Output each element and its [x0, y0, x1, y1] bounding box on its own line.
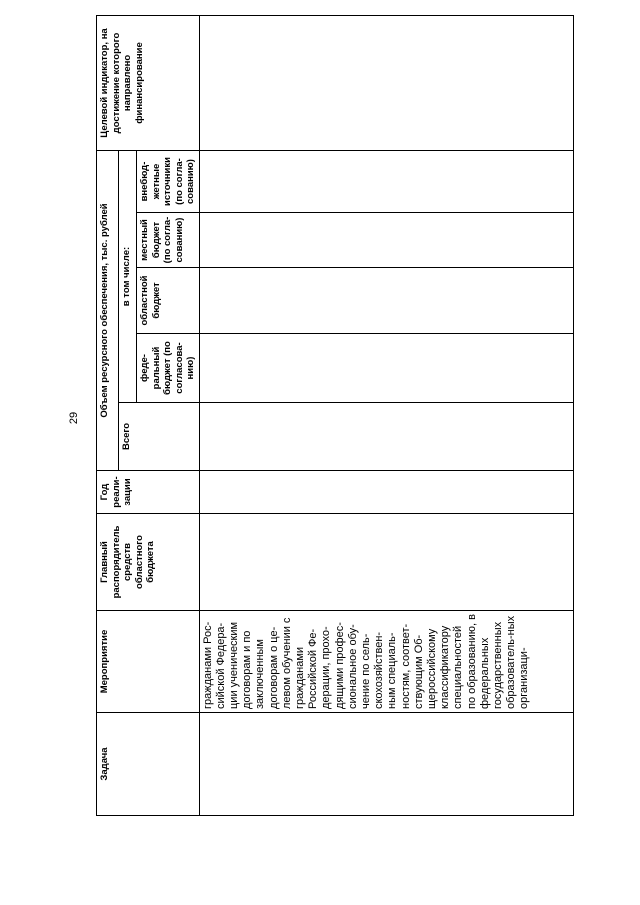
- header-extrabudget: внебюд-жетные источники (по согла-сованию): [137, 151, 200, 213]
- header-regional: областной бюджет: [137, 268, 200, 334]
- header-manager: Главный распорядитель средств областного бюджета: [97, 514, 200, 611]
- header-local: местный бюджет (по согла-сованию): [137, 213, 200, 268]
- cell-indicator: [199, 16, 574, 151]
- header-year: Год реали-зации: [97, 471, 200, 514]
- header-event: Мероприятие: [97, 611, 200, 713]
- cell-local: [199, 213, 574, 268]
- cell-manager: [199, 514, 574, 611]
- rotated-table-container: [96, 28, 574, 816]
- cell-year: [199, 471, 574, 514]
- header-total: Всего: [119, 403, 200, 471]
- cell-federal: [199, 334, 574, 403]
- header-federal: феде-ральный бюджет (по согласова-нию): [137, 334, 200, 403]
- cell-total: [199, 403, 574, 471]
- resource-table: [96, 15, 574, 816]
- cell-task: [199, 713, 574, 816]
- header-volume: Объем ресурсного обеспечения, тыс. рублей: [97, 151, 119, 471]
- cell-regional: [199, 268, 574, 334]
- table-row: [199, 16, 574, 816]
- cell-extrabudget: [199, 151, 574, 213]
- header-task: Задача: [97, 713, 200, 816]
- page-number: 29: [68, 411, 80, 425]
- header-indicator: Целевой индикатор, на достижение которого направлено финансирование: [97, 16, 200, 151]
- cell-event: гражданами Рос-сийской Федера-ции ученическим договорам и по заключенным договорам о це-левом обучении с гражданами Российской Фе-дерации, прохо-дящими профес-сиональное обу-чение по сель-скохозяйствен-ным специаль-ностям, соответ-ствующим Об-щероссийскому классификатору специальностей по образованию, в федеральных государственных образователь-ных организаци-: [199, 611, 574, 713]
- header-including: в том числе:: [119, 151, 137, 403]
